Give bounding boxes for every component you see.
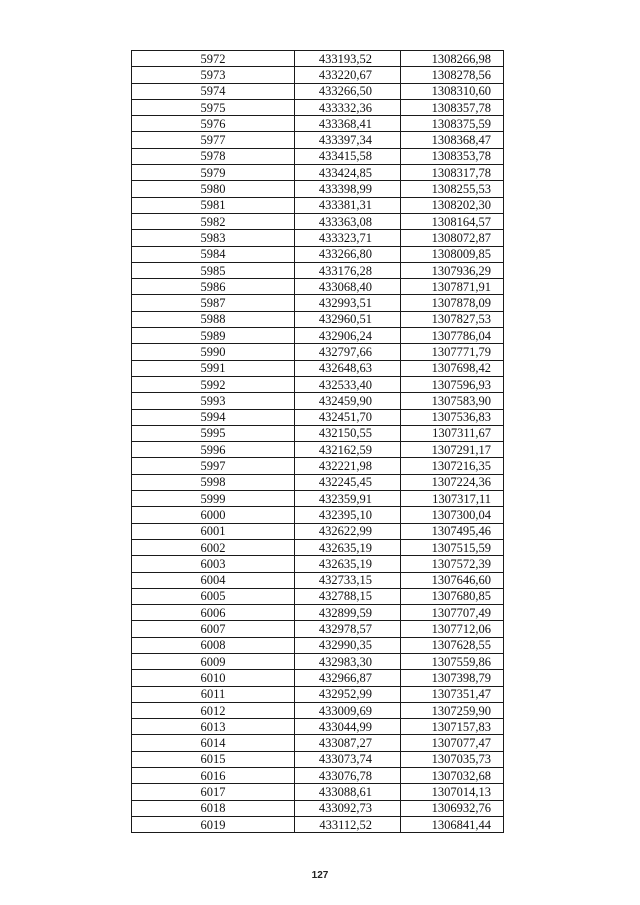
y-coordinate-cell: 1307827,53 [401, 311, 504, 327]
table-row [132, 197, 504, 213]
table-row [132, 719, 504, 735]
table-row [132, 458, 504, 474]
x-coordinate-cell: 433368,41 [295, 116, 401, 132]
y-coordinate-cell: 1307712,06 [401, 621, 504, 637]
x-coordinate-cell: 433332,36 [295, 99, 401, 115]
y-coordinate-cell: 1307157,83 [401, 719, 504, 735]
y-coordinate-cell: 1308202,30 [401, 197, 504, 213]
point-number-cell: 5989 [132, 328, 295, 344]
table-row [132, 588, 504, 604]
y-coordinate-cell: 1307032,68 [401, 768, 504, 784]
y-coordinate-cell: 1308310,60 [401, 83, 504, 99]
x-coordinate-cell: 433381,31 [295, 197, 401, 213]
point-number-cell: 5987 [132, 295, 295, 311]
y-coordinate-cell: 1308368,47 [401, 132, 504, 148]
x-coordinate-cell: 433009,69 [295, 702, 401, 718]
point-number-cell: 6003 [132, 556, 295, 572]
point-number-cell: 6002 [132, 539, 295, 555]
table-row [132, 213, 504, 229]
point-number-cell: 6007 [132, 621, 295, 637]
table-row [132, 344, 504, 360]
x-coordinate-cell: 432966,87 [295, 670, 401, 686]
point-number-cell: 5996 [132, 442, 295, 458]
y-coordinate-cell: 1307596,93 [401, 376, 504, 392]
x-coordinate-cell: 432952,99 [295, 686, 401, 702]
point-number-cell: 6010 [132, 670, 295, 686]
table-row [132, 605, 504, 621]
table-row [132, 816, 504, 832]
point-number-cell: 5974 [132, 83, 295, 99]
point-number-cell: 5973 [132, 67, 295, 83]
y-coordinate-cell: 1308009,85 [401, 246, 504, 262]
table-row [132, 572, 504, 588]
x-coordinate-cell: 432906,24 [295, 328, 401, 344]
table-row [132, 784, 504, 800]
y-coordinate-cell: 1307259,90 [401, 702, 504, 718]
y-coordinate-cell: 1307536,83 [401, 409, 504, 425]
point-number-cell: 6017 [132, 784, 295, 800]
table-row [132, 621, 504, 637]
y-coordinate-cell: 1307317,11 [401, 491, 504, 507]
y-coordinate-cell: 1307707,49 [401, 605, 504, 621]
table-row [132, 181, 504, 197]
table-row [132, 507, 504, 523]
y-coordinate-cell: 1307515,59 [401, 539, 504, 555]
x-coordinate-cell: 433397,34 [295, 132, 401, 148]
y-coordinate-cell: 1307311,67 [401, 425, 504, 441]
point-number-cell: 5986 [132, 279, 295, 295]
y-coordinate-cell: 1308255,53 [401, 181, 504, 197]
point-number-cell: 5999 [132, 491, 295, 507]
y-coordinate-cell: 1308353,78 [401, 148, 504, 164]
point-number-cell: 5976 [132, 116, 295, 132]
x-coordinate-cell: 432245,45 [295, 474, 401, 490]
x-coordinate-cell: 433220,67 [295, 67, 401, 83]
point-number-cell: 5982 [132, 213, 295, 229]
table-row [132, 393, 504, 409]
x-coordinate-cell: 433044,99 [295, 719, 401, 735]
point-number-cell: 5990 [132, 344, 295, 360]
x-coordinate-cell: 432635,19 [295, 556, 401, 572]
x-coordinate-cell: 432150,55 [295, 425, 401, 441]
y-coordinate-cell: 1307572,39 [401, 556, 504, 572]
point-number-cell: 5977 [132, 132, 295, 148]
y-coordinate-cell: 1308072,87 [401, 230, 504, 246]
table-row [132, 262, 504, 278]
y-coordinate-cell: 1308266,98 [401, 51, 504, 67]
point-number-cell: 5980 [132, 181, 295, 197]
table-row [132, 768, 504, 784]
table-row [132, 295, 504, 311]
table-row [132, 165, 504, 181]
point-number-cell: 6000 [132, 507, 295, 523]
table-row [132, 279, 504, 295]
y-coordinate-cell: 1307216,35 [401, 458, 504, 474]
point-number-cell: 6001 [132, 523, 295, 539]
point-number-cell: 6016 [132, 768, 295, 784]
x-coordinate-cell: 433193,52 [295, 51, 401, 67]
y-coordinate-cell: 1307878,09 [401, 295, 504, 311]
point-number-cell: 6014 [132, 735, 295, 751]
point-number-cell: 5993 [132, 393, 295, 409]
y-coordinate-cell: 1307786,04 [401, 328, 504, 344]
y-coordinate-cell: 1307583,90 [401, 393, 504, 409]
x-coordinate-cell: 433176,28 [295, 262, 401, 278]
x-coordinate-cell: 432788,15 [295, 588, 401, 604]
table-row [132, 328, 504, 344]
point-number-cell: 6006 [132, 605, 295, 621]
y-coordinate-cell: 1307077,47 [401, 735, 504, 751]
point-number-cell: 6013 [132, 719, 295, 735]
y-coordinate-cell: 1307771,79 [401, 344, 504, 360]
x-coordinate-cell: 432635,19 [295, 539, 401, 555]
x-coordinate-cell: 433092,73 [295, 800, 401, 816]
table-row [132, 556, 504, 572]
point-number-cell: 5997 [132, 458, 295, 474]
table-row [132, 132, 504, 148]
y-coordinate-cell: 1307698,42 [401, 360, 504, 376]
point-number-cell: 6004 [132, 572, 295, 588]
x-coordinate-cell: 432162,59 [295, 442, 401, 458]
y-coordinate-cell: 1307871,91 [401, 279, 504, 295]
point-number-cell: 6005 [132, 588, 295, 604]
y-coordinate-cell: 1306932,76 [401, 800, 504, 816]
x-coordinate-cell: 433112,52 [295, 816, 401, 832]
x-coordinate-cell: 433076,78 [295, 768, 401, 784]
x-coordinate-cell: 433088,61 [295, 784, 401, 800]
point-number-cell: 5972 [132, 51, 295, 67]
y-coordinate-cell: 1308357,78 [401, 99, 504, 115]
table-row [132, 51, 504, 67]
point-number-cell: 5983 [132, 230, 295, 246]
y-coordinate-cell: 1308278,56 [401, 67, 504, 83]
y-coordinate-cell: 1307628,55 [401, 637, 504, 653]
coordinates-table-body [132, 51, 504, 833]
y-coordinate-cell: 1307559,86 [401, 653, 504, 669]
table-row [132, 751, 504, 767]
table-row [132, 230, 504, 246]
y-coordinate-cell: 1307351,47 [401, 686, 504, 702]
point-number-cell: 5985 [132, 262, 295, 278]
point-number-cell: 6011 [132, 686, 295, 702]
point-number-cell: 6012 [132, 702, 295, 718]
table-row [132, 148, 504, 164]
page-number: 127 [311, 870, 329, 881]
point-number-cell: 5992 [132, 376, 295, 392]
x-coordinate-cell: 432451,70 [295, 409, 401, 425]
x-coordinate-cell: 433068,40 [295, 279, 401, 295]
x-coordinate-cell: 432533,40 [295, 376, 401, 392]
point-number-cell: 5998 [132, 474, 295, 490]
x-coordinate-cell: 433363,08 [295, 213, 401, 229]
point-number-cell: 6019 [132, 816, 295, 832]
coordinates-table [131, 50, 504, 833]
table-row [132, 653, 504, 669]
y-coordinate-cell: 1307680,85 [401, 588, 504, 604]
table-row [132, 311, 504, 327]
y-coordinate-cell: 1307495,46 [401, 523, 504, 539]
table-row [132, 637, 504, 653]
y-coordinate-cell: 1308317,78 [401, 165, 504, 181]
table-row [132, 491, 504, 507]
table-row [132, 376, 504, 392]
point-number-cell: 5984 [132, 246, 295, 262]
y-coordinate-cell: 1307035,73 [401, 751, 504, 767]
y-coordinate-cell: 1307398,79 [401, 670, 504, 686]
point-number-cell: 5994 [132, 409, 295, 425]
x-coordinate-cell: 432648,63 [295, 360, 401, 376]
table-row [132, 670, 504, 686]
point-number-cell: 5995 [132, 425, 295, 441]
x-coordinate-cell: 432993,51 [295, 295, 401, 311]
table-row [132, 360, 504, 376]
point-number-cell: 5981 [132, 197, 295, 213]
table-row [132, 246, 504, 262]
table-row [132, 99, 504, 115]
point-number-cell: 6018 [132, 800, 295, 816]
x-coordinate-cell: 432978,57 [295, 621, 401, 637]
x-coordinate-cell: 433266,80 [295, 246, 401, 262]
table-row [132, 686, 504, 702]
point-number-cell: 5975 [132, 99, 295, 115]
x-coordinate-cell: 432899,59 [295, 605, 401, 621]
x-coordinate-cell: 432960,51 [295, 311, 401, 327]
table-row [132, 702, 504, 718]
x-coordinate-cell: 432221,98 [295, 458, 401, 474]
x-coordinate-cell: 433323,71 [295, 230, 401, 246]
table-row [132, 116, 504, 132]
x-coordinate-cell: 432359,91 [295, 491, 401, 507]
y-coordinate-cell: 1306841,44 [401, 816, 504, 832]
x-coordinate-cell: 432622,99 [295, 523, 401, 539]
y-coordinate-cell: 1307014,13 [401, 784, 504, 800]
x-coordinate-cell: 432983,30 [295, 653, 401, 669]
table-row [132, 83, 504, 99]
x-coordinate-cell: 432459,90 [295, 393, 401, 409]
x-coordinate-cell: 433087,27 [295, 735, 401, 751]
x-coordinate-cell: 433424,85 [295, 165, 401, 181]
point-number-cell: 6015 [132, 751, 295, 767]
table-row [132, 67, 504, 83]
y-coordinate-cell: 1308164,57 [401, 213, 504, 229]
table-row [132, 442, 504, 458]
y-coordinate-cell: 1307291,17 [401, 442, 504, 458]
x-coordinate-cell: 433415,58 [295, 148, 401, 164]
y-coordinate-cell: 1307300,04 [401, 507, 504, 523]
point-number-cell: 5991 [132, 360, 295, 376]
table-row [132, 800, 504, 816]
table-row [132, 539, 504, 555]
x-coordinate-cell: 433266,50 [295, 83, 401, 99]
y-coordinate-cell: 1308375,59 [401, 116, 504, 132]
x-coordinate-cell: 432990,35 [295, 637, 401, 653]
point-number-cell: 5988 [132, 311, 295, 327]
point-number-cell: 6008 [132, 637, 295, 653]
point-number-cell: 5979 [132, 165, 295, 181]
x-coordinate-cell: 432395,10 [295, 507, 401, 523]
y-coordinate-cell: 1307224,36 [401, 474, 504, 490]
x-coordinate-cell: 433073,74 [295, 751, 401, 767]
x-coordinate-cell: 432733,15 [295, 572, 401, 588]
table-row [132, 735, 504, 751]
table-row [132, 474, 504, 490]
y-coordinate-cell: 1307936,29 [401, 262, 504, 278]
x-coordinate-cell: 433398,99 [295, 181, 401, 197]
y-coordinate-cell: 1307646,60 [401, 572, 504, 588]
table-row [132, 409, 504, 425]
table-row [132, 425, 504, 441]
point-number-cell: 6009 [132, 653, 295, 669]
point-number-cell: 5978 [132, 148, 295, 164]
table-row [132, 523, 504, 539]
x-coordinate-cell: 432797,66 [295, 344, 401, 360]
